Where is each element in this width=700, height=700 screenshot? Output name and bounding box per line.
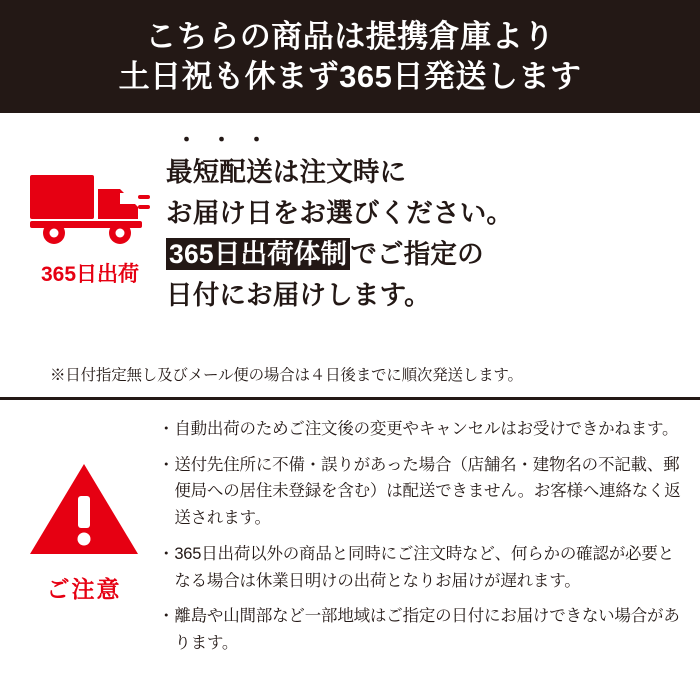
delivery-line-1: 最短配送は注文時に	[166, 156, 407, 187]
banner-header	[0, 0, 700, 113]
decorative-dots: ・・・	[176, 129, 281, 152]
delivery-body	[14, 123, 686, 364]
list-item	[158, 452, 684, 532]
caution-section	[0, 400, 700, 700]
warning-triangle-icon	[28, 460, 140, 563]
delivery-message-block	[166, 123, 686, 316]
caution-label: ご注意	[46, 576, 122, 602]
list-item-text: 自動出荷のためご注文後の変更やキャンセルはお受けできかねます。	[174, 420, 679, 438]
caution-block	[10, 414, 158, 690]
delivery-line-4: 日付にお届けします。	[166, 279, 431, 310]
list-item-text: 離島や山間部など一部地域はご指定の日付にお届けできない場合があります。	[174, 607, 680, 653]
delivery-line-2: お届け日をお選びください。	[166, 197, 514, 228]
list-item	[158, 416, 684, 443]
bullet-marker: ・	[158, 455, 175, 474]
header-line-1: こちらの商品は提携倉庫より	[145, 18, 555, 54]
bullet-marker: ・	[158, 544, 175, 563]
header-line-2: 土日祝も休まず365日発送します	[118, 58, 582, 94]
delivery-line-3	[166, 234, 686, 275]
delivery-line-3-highlight: 365日出荷体制	[166, 238, 350, 270]
bullet-marker: ・	[158, 607, 175, 626]
list-item-text: 365日出荷以外の商品と同時にご注文時など、何らかの確認が必要となる場合は休業日明けの出荷となりお届けが遅れます。	[174, 544, 674, 590]
list-item-text: 送付先住所に不備・誤りがあった場合（店舗名・建物名の不記載、郵便局への居住未登録を含む）は配送できません。お客様へ連絡なく返送されます。	[174, 455, 681, 528]
list-item	[158, 603, 684, 656]
bullet-marker: ・	[158, 420, 175, 438]
delivery-line-3-rest: でご指定の	[350, 238, 484, 269]
delivery-section	[0, 113, 700, 400]
delivery-note: ※日付指定無し及びメール便の場合は４日後までに順次発送します。	[50, 367, 523, 385]
list-item	[158, 541, 684, 594]
truck-block	[14, 123, 166, 288]
delivery-truck-icon	[30, 169, 150, 252]
truck-label: 365日出荷	[40, 263, 140, 286]
caution-bullet-list	[158, 414, 684, 690]
